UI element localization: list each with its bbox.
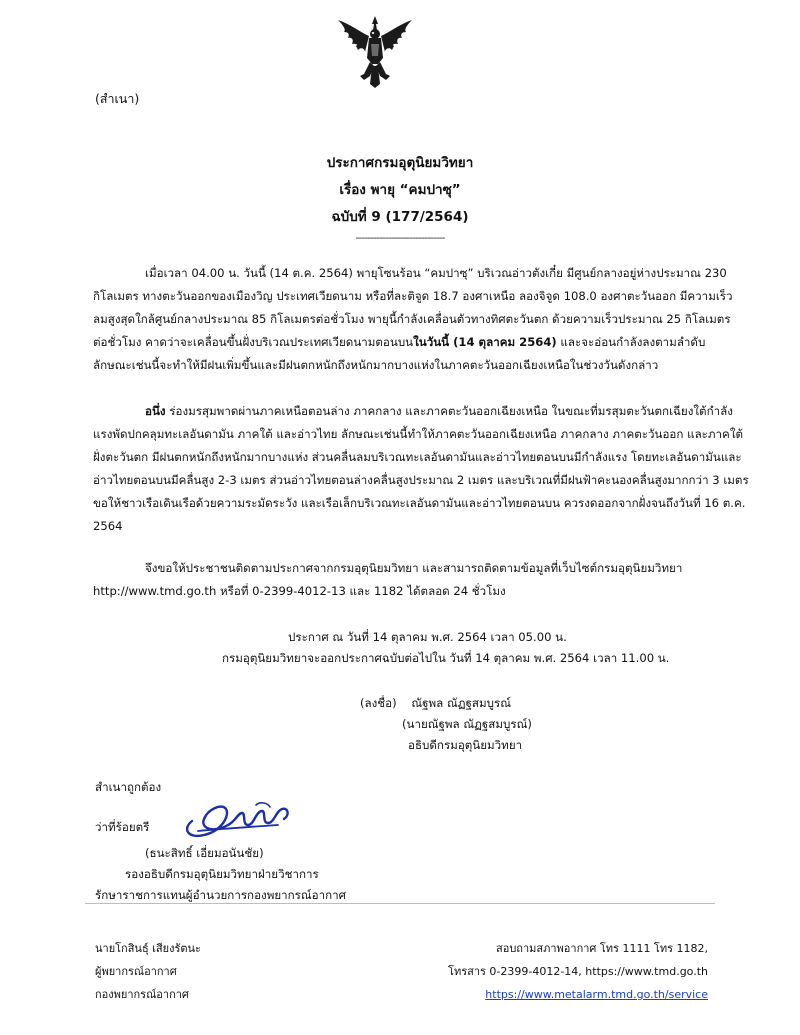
footer-forecaster <box>95 937 201 1006</box>
paragraph-text: และจะอ่อนกำลังลงตามลำดับ <box>556 335 706 349</box>
announcement-subject: เรื่อง พายุ “คมปาซุ” <box>339 182 461 198</box>
paragraph-line: จึงขอให้ประชาชนติดตามประกาศจากกรมอุตุนิยมวิทยา และสามารถติดตามข้อมูลที่เว็บไซต์กรมอุตุนิยมวิทยา <box>145 561 683 575</box>
paragraph-line: ลักษณะเช่นนี้จะทำให้มีฝนเพิ่มขึ้นและมีฝนตกหนักถึงหนักมากบางแห่งในภาคตะวันออกเฉียงเหนือในช่วงวันดังกล่าว <box>93 358 659 372</box>
footer-contact <box>448 937 708 1006</box>
signer-position: อธิบดีกรมอุตุนิยมวิทยา <box>408 738 523 752</box>
paragraph-storm-report <box>93 262 733 377</box>
paragraph-line: 2564 <box>93 519 123 533</box>
certifier-rank: ว่าที่ร้อยตรี <box>95 820 150 834</box>
announcement-number: ฉบับที่ 9 (177/2564) <box>331 209 469 225</box>
certifier-name: (ธนะสิทธิ์ เอี่ยมอนันชัย) <box>145 846 264 860</box>
paragraph-line: ลมสูงสุดใกล้ศูนย์กลางประมาณ 85 กิโลเมตรต่อชั่วโมง พายุนี้กำลังเคลื่อนตัวทางทิศตะวันตก ด้วยความเร็วประมาณ 25 กิโลเมตร <box>93 312 731 326</box>
paragraph-lead: อนึ่ง <box>145 404 166 418</box>
certifier-block <box>95 843 346 906</box>
paragraph-line: แรงพัดปกคลุมทะเลอันดามัน ภาคใต้ และอ่าวไทย ลักษณะเช่นนี้ทำให้ภาคตะวันออกเฉียงเหนือ ภาคกลาง ภาคตะวันออก และภาคใต้ <box>93 427 744 441</box>
paragraph-line <box>93 400 733 423</box>
title-divider: ------------------------------ <box>355 231 445 244</box>
service-link[interactable]: https://www.metalarm.tmd.go.th/service <box>485 988 708 1001</box>
next-issue: กรมอุตุนิยมวิทยาจะออกประกาศฉบับต่อไปใน วันที่ 14 ตุลาคม พ.ศ. 2564 เวลา 11.00 น. <box>222 651 670 665</box>
signer-signed: (ลงชื่อ) ณัฐพล ณัฏฐสมบูรณ์ <box>360 696 511 710</box>
paragraph-monsoon <box>93 400 749 538</box>
certifier-position: รองอธิบดีกรมอุตุนิยมวิทยาฝ่ายวิชาการ <box>125 867 319 881</box>
signer-block <box>360 693 532 756</box>
paragraph-contact <box>93 557 713 603</box>
paragraph-line: ขอให้ชาวเรือเดินเรือด้วยความระมัดระวัง และเรือเล็กบริเวณทะเลอันดามันและอ่าวไทยตอนบน ควรงดออกจากฝั่งจนถึงวันที่ 16 ต.ค. <box>93 496 746 510</box>
handwritten-signature-icon <box>178 799 298 843</box>
paragraph-text: ต่อชั่วโมง คาดว่าจะเคลื่อนขึ้นฝั่งบริเวณประเทศเวียดนามตอนบน <box>93 335 414 349</box>
paragraph-line: เมื่อเวลา 04.00 น. วันนี้ (14 ต.ค. 2564) พายุโซนร้อน “คมปาซุ” บริเวณอ่าวตังเกี๋ย มีศูนย์กลางอยู่ห่างประมาณ 230 <box>145 266 727 280</box>
issue-info <box>222 627 670 669</box>
paragraph-line: กิโลเมตร ทางตะวันออกของเมืองวิญ ประเทศเวียดนาม หรือที่ละติจูด 18.7 องศาเหนือ ลองจิจูด 108.0 องศาตะวันออก มีความเร็ว <box>93 289 733 303</box>
forecaster-division: กองพยากรณ์อากาศ <box>95 988 189 1001</box>
paragraph-line: http://www.tmd.go.th หรือที่ 0-2399-4012-13 และ 1182 ได้ตลอด 24 ชั่วโมง <box>93 584 506 598</box>
paragraph-line: ฝั่งตะวันตก มีฝนตกหนักถึงหนักมากบางแห่ง ส่วนคลื่นลมบริเวณทะเลอันดามันและอ่าวไทยตอนบนมีกำลังแรง โดยทะเลอันดามันและ <box>93 450 742 464</box>
paragraph-line <box>93 331 713 354</box>
signer-name: (นายณัฐพล ณัฏฐสมบูรณ์) <box>402 717 532 731</box>
garuda-emblem-icon <box>334 14 416 88</box>
footer-divider <box>85 903 715 904</box>
copy-label: (สำเนา) <box>95 91 140 106</box>
paragraph-line: อ่าวไทยตอนบนมีคลื่นสูง 2-3 เมตร ส่วนอ่าวไทยตอนล่างคลื่นสูงประมาณ 2 เมตร และบริเวณที่มีฝนฟ้าคะนองคลื่นสูงมากกว่า 3 เมตร <box>93 473 749 487</box>
landfall-date-highlight: ในวันนี้ (14 ตุลาคม 2564) <box>413 335 557 349</box>
certify-label: สำเนาถูกต้อง <box>95 780 162 794</box>
certifier-acting: รักษาราชการแทนผู้อำนวยการกองพยากรณ์อากาศ <box>95 888 347 902</box>
issue-date: ประกาศ ณ วันที่ 14 ตุลาคม พ.ศ. 2564 เวลา 05.00 น. <box>288 630 567 644</box>
forecaster-name: นายโกสินธุ์ เสียงรัตนะ <box>95 942 201 955</box>
contact-fax: โทรสาร 0-2399-4012-14, https://www.tmd.go.th <box>448 965 708 978</box>
announcement-title: ประกาศกรมอุตุนิยมวิทยา <box>326 155 474 171</box>
paragraph-text: ร่องมรสุมพาดผ่านภาคเหนือตอนล่าง ภาคกลาง และภาคตะวันออกเฉียงเหนือ ในขณะที่มรสุมตะวันตกเฉียงใต้กำลัง <box>165 404 733 418</box>
contact-phone: สอบถามสภาพอากาศ โทร 1111 โทร 1182, <box>496 942 708 955</box>
forecaster-role: ผู้พยากรณ์อากาศ <box>95 965 177 978</box>
